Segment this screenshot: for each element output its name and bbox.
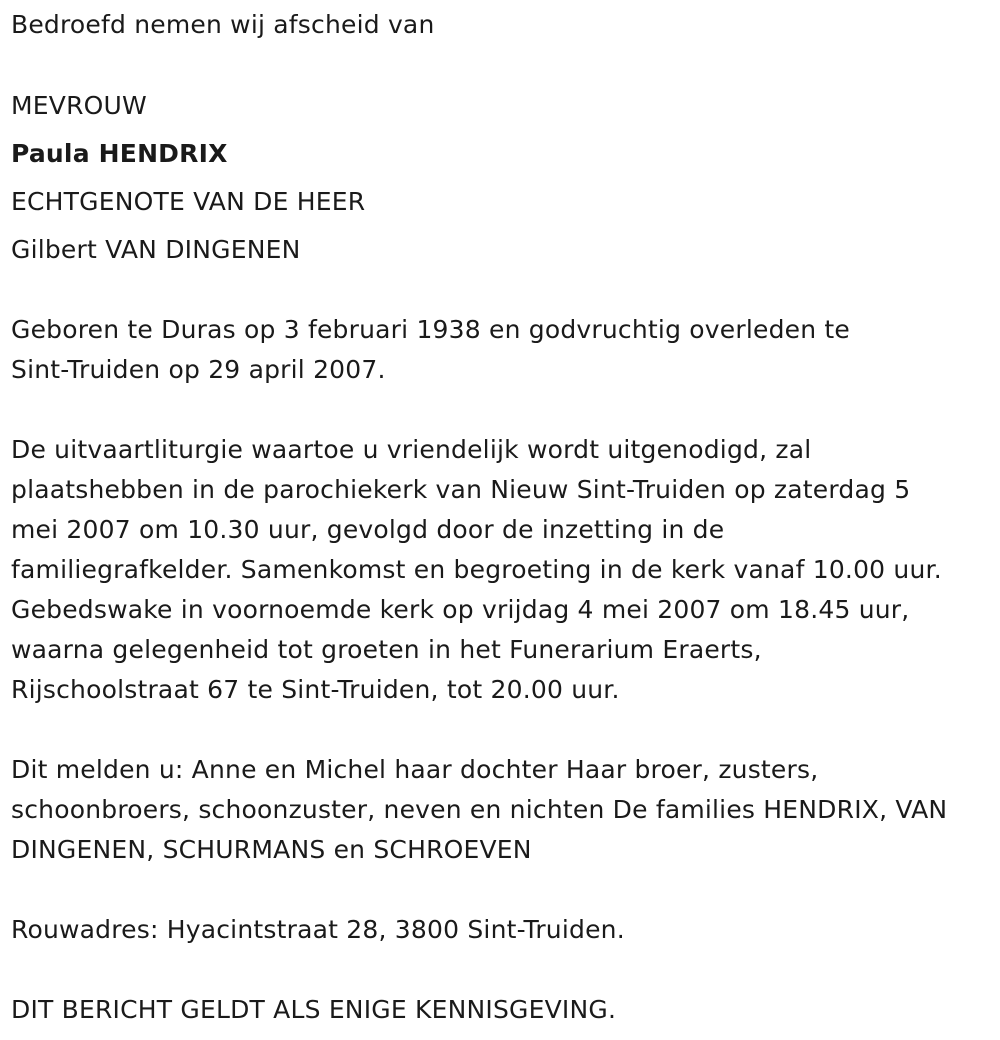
funeral-line: Gebedswake in voornoemde kerk op vrijdag 4 mei 2007 om 18.45 uur, [11,595,910,624]
mourning-address: Rouwadres: Hyacintstraat 28, 3800 Sint-Truiden. [11,915,625,944]
family-line: DINGENEN, SCHURMANS en SCHROEVEN [11,835,532,864]
family-paragraph [11,750,996,870]
intro-text: Bedroefd nemen wij afscheid van [11,10,435,39]
spouse-name: Gilbert VAN DINGENEN [11,235,301,264]
title-text: MEVROUW [11,91,147,120]
funeral-line: Rijschoolstraat 67 te Sint-Truiden, tot 20.00 uur. [11,675,620,704]
family-line: Dit melden u: Anne en Michel haar dochter Haar broer, zusters, [11,755,819,784]
funeral-line: plaatshebben in de parochiekerk van Nieuw Sint-Truiden op zaterdag 5 [11,475,911,504]
spouse-title: ECHTGENOTE VAN DE HEER [11,187,366,216]
funeral-line: mei 2007 om 10.30 uur, gevolgd door de inzetting in de [11,515,725,544]
funeral-line: De uitvaartliturgie waartoe u vriendelijk wordt uitgenodigd, zal [11,435,812,464]
birth-death-paragraph [11,310,996,390]
family-line: schoonbroers, schoonzuster, neven en nichten De families HENDRIX, VAN [11,795,948,824]
funeral-paragraph [11,430,996,710]
closing-notice: DIT BERICHT GELDT ALS ENIGE KENNISGEVING. [11,995,617,1024]
funeral-line: familiegrafkelder. Samenkomst en begroeting in de kerk vanaf 10.00 uur. [11,555,942,584]
birth-death-line: Sint-Truiden op 29 april 2007. [11,355,386,384]
birth-death-line: Geboren te Duras op 3 februari 1938 en godvruchtig overleden te [11,315,850,344]
deceased-name: Paula HENDRIX [11,139,228,168]
funeral-line: waarna gelegenheid tot groeten in het Funerarium Eraerts, [11,635,762,664]
